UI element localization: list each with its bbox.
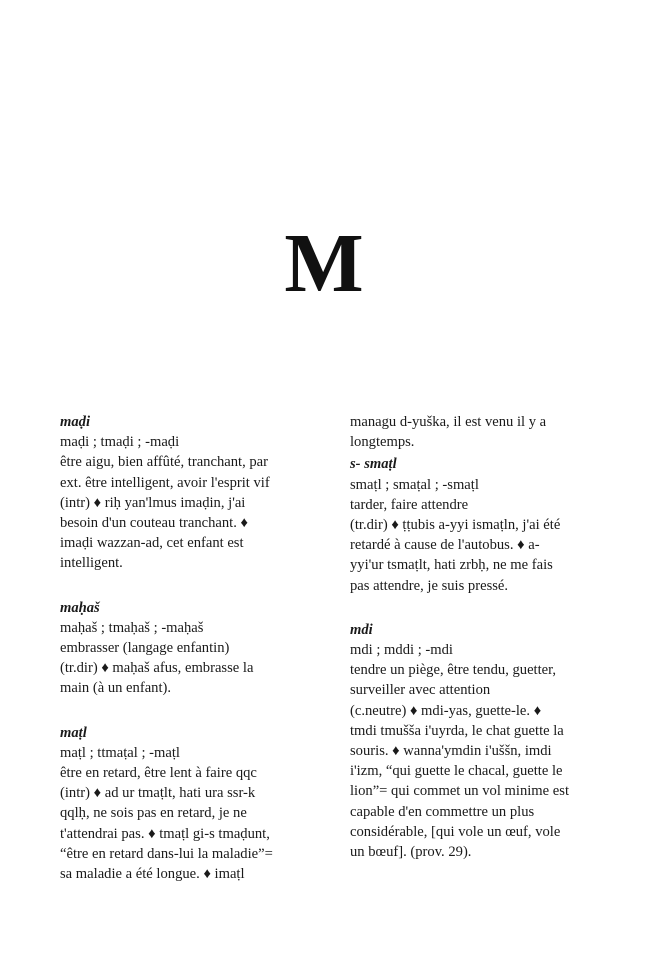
- entry-example: longtemps.: [350, 434, 415, 451]
- entry-headword: maḍi: [60, 414, 90, 430]
- entry-example: pas attendre, je suis pressé.: [350, 577, 509, 594]
- entry-example: souris. ♦ wanna'ymdin i'uššn, imdi: [350, 743, 552, 760]
- entry-forms: maṭl ; ttmaṭal ; -maṭl: [60, 744, 180, 761]
- entry-headword: mdi: [350, 621, 373, 638]
- entry-example: yyi'ur tsmaṭlt, hati zrbḥ, ne me fais: [350, 557, 553, 574]
- entry-example: retardé à cause de l'autobus. ♦ a-: [350, 537, 540, 554]
- entry-example: besoin d'un couteau tranchant. ♦: [60, 515, 248, 532]
- entry-definition: embrasser (langage enfantin): [60, 640, 230, 657]
- entry-continuation: [350, 412, 590, 452]
- entry-definition: surveiller avec attention: [350, 682, 491, 699]
- entry-definition: être en retard, être lent à faire qqc: [60, 765, 257, 782]
- entry-definition: tendre un piège, être tendu, guetter,: [350, 662, 557, 679]
- entry-example: (tr.dir) ♦ maḥaš afus, embrasse la: [60, 660, 254, 677]
- entry-example: qqlḥ, ne sois pas en retard, je ne: [60, 805, 247, 822]
- entry-definition: être aigu, bien affûté, tranchant, par: [60, 454, 268, 471]
- entry-forms: maḍi ; tmaḍi ; -maḍi: [60, 434, 180, 451]
- entry-example: lion”= qui commet un vol minime est: [350, 783, 569, 800]
- entry-definition: tarder, faire attendre: [350, 496, 469, 513]
- entry-example: (tr.dir) ♦ ṭṭubis a-yyi ismaṭln, j'ai été: [350, 517, 561, 534]
- entry-example: i'izm, “qui guette le chacal, guette le: [350, 763, 563, 780]
- entry-example: (c.neutre) ♦ mdi-yas, guette-le. ♦: [350, 702, 542, 719]
- entry-example: t'attendrai pas. ♦ tmaṭl gi-s tmaḍunt,: [60, 825, 270, 842]
- entry-example: imaḍi wazzan-ad, cet enfant est: [60, 535, 244, 552]
- entry-example: main (à un enfant).: [60, 680, 172, 697]
- section-letter: M: [284, 217, 366, 310]
- dictionary-entry: [350, 620, 590, 862]
- entry-example: un bœuf]. (prov. 29).: [350, 844, 472, 861]
- entry-example: tmdi tmušša i'uyrda, le chat guette la: [350, 722, 564, 739]
- entry-example: sa maladie a été longue. ♦ imaṭl: [60, 866, 245, 883]
- entry-example: “être en retard dans-lui la maladie”=: [60, 845, 273, 862]
- entry-headword: maḥaš: [60, 599, 100, 616]
- left-column: [60, 412, 312, 884]
- entry-headword: maṭl: [60, 724, 87, 741]
- entry-example: (intr) ♦ ad ur tmaṭlt, hati ura ssr-k: [60, 785, 256, 802]
- entry-example: capable d'en commettre un plus: [350, 803, 535, 820]
- entry-forms: mdi ; mddi ; -mdi: [350, 642, 453, 659]
- entry-example: (intr) ♦ riḥ yan'lmus imaḍin, j'ai: [60, 494, 246, 511]
- entry-headword: s- smaṭl: [350, 456, 397, 473]
- entry-example: intelligent.: [60, 555, 123, 572]
- entry-example: considérable, [qui vole un œuf, vole: [350, 823, 561, 840]
- dictionary-entry: [60, 598, 312, 699]
- entry-definition: ext. être intelligent, avoir l'esprit vif: [60, 474, 270, 491]
- entry-forms: smaṭl ; smaṭal ; -smaṭl: [350, 476, 479, 493]
- dictionary-entry: [60, 723, 312, 885]
- dictionary-entry: [350, 454, 590, 595]
- dictionary-entry: [60, 412, 312, 574]
- entry-example: managu d-yuška, il est venu il y a: [350, 414, 547, 430]
- right-column: [350, 412, 590, 862]
- entry-forms: maḥaš ; tmaḥaš ; -maḥaš: [60, 619, 204, 636]
